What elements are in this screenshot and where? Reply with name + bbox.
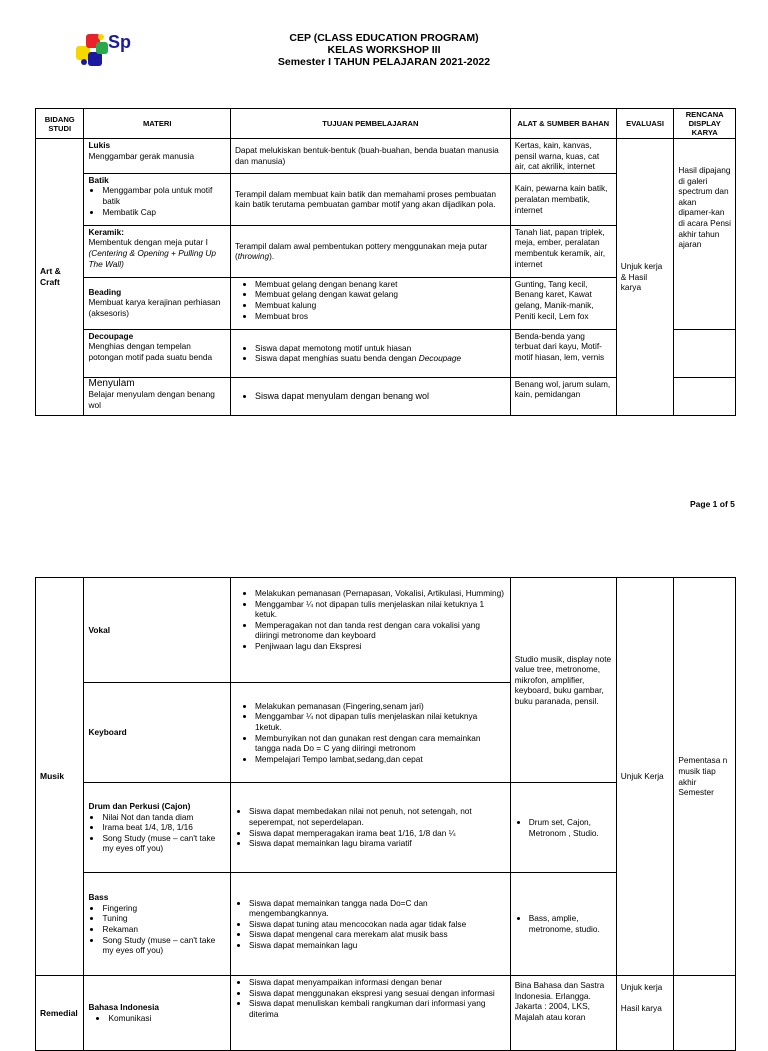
tujuan-keramik	[230, 225, 510, 277]
materi-title: Menyulam	[88, 377, 135, 389]
header-line-3: Semester I TAHUN PELAJARAN 2021-2022	[277, 56, 491, 68]
list-item: • Penjiwaan lagu dan Ekspresi	[255, 641, 506, 652]
table-row-lukis	[36, 139, 736, 174]
list-item: • Melakukan pemanasan (Fingering,senam jari)	[255, 701, 506, 712]
list-item: • Membuat gelang dengan kawat gelang	[255, 289, 506, 300]
document-header	[0, 32, 768, 68]
materi-desc-italic: (Centering & Opening + Pulling Up The Wall)	[88, 247, 217, 269]
list-item: • Mempelajari Tempo lambat,sedang,dan cepat	[255, 754, 506, 765]
list-item: • Siswa dapat menggunakan ekspresi yang sesuai dengan informasi	[249, 988, 506, 999]
tujuan-decoupage	[230, 329, 510, 377]
materi-decoupage	[84, 329, 230, 377]
alat-batik: Kain, pewarna kain batik, peralatan membatik, internet	[510, 173, 616, 225]
materi-desc: Menggambar gerak manusia	[88, 150, 195, 161]
header-line-2: KELAS WORKSHOP III	[327, 44, 441, 56]
col-header-display: RENCANA DISPLAY KARYA	[674, 109, 736, 139]
list-item: • Membuat gelang dengan benang karet	[255, 279, 506, 290]
materi-title: Bass	[88, 892, 109, 903]
materi-title: Keramik:	[88, 226, 124, 237]
list-item: • Komunikasi	[108, 1013, 225, 1024]
materi-title: Beading	[88, 286, 122, 297]
col-header-bidang: BIDANG STUDI	[36, 109, 84, 139]
list-item: • Menggambar pola untuk motif batik	[102, 185, 225, 206]
display-remedial-empty	[674, 976, 736, 1051]
tujuan-list	[235, 588, 506, 652]
tujuan-list	[235, 391, 506, 402]
list-item: • Siswa dapat membedakan nilai not penuh, not setengah, not seperempat, not seperdelapan.	[249, 806, 506, 827]
tujuan-vokal	[230, 578, 510, 683]
list-item: • Irama beat 1/4, 1/8, 1/16	[102, 822, 225, 833]
materi-title: Batik	[88, 174, 109, 185]
list-item: • Melakukan pemanasan (Pernapasan, Vokalisi, Artikulasi, Humming)	[255, 588, 506, 599]
list-item: • Drum set, Cajon, Metronom , Studio.	[529, 817, 612, 838]
display-art: Hasil dipajang di galeri spectrum dan akan dipamer-kan di acara Pensi akhir tahun ajaran	[674, 139, 736, 330]
display-empty-2	[674, 377, 736, 415]
list-item: • Song Study (muse – can't take my eyes off you)	[102, 833, 225, 854]
materi-batik	[84, 173, 230, 225]
tujuan-remedial	[230, 976, 510, 1051]
materi-menyulam	[84, 377, 230, 415]
tujuan-list	[235, 343, 506, 364]
bidang-art-craft: Art & Craft	[36, 139, 84, 416]
tujuan-text: Terampil dalam awal pembentukan pottery menggunakan meja putar (	[234, 240, 488, 262]
materi-list	[88, 903, 225, 956]
tujuan-beading	[230, 277, 510, 329]
list-item: • Membatik Cap	[102, 207, 225, 218]
col-header-alat: ALAT & SUMBER BAHAN	[510, 109, 616, 139]
alat-list	[515, 913, 612, 934]
list-item: • Siswa dapat mengenal cara merekam alat musik bass	[249, 929, 506, 940]
materi-list	[88, 1013, 225, 1024]
evaluasi-line-1: Unjuk kerja	[620, 982, 663, 992]
display-empty-1	[674, 329, 736, 377]
curriculum-table-art	[35, 108, 736, 416]
materi-keramik	[84, 225, 230, 277]
list-item: • Nilai Not dan tanda diam	[102, 812, 225, 823]
materi-title: Decoupage	[88, 330, 134, 341]
col-header-tujuan: TUJUAN PEMBELAJARAN	[230, 109, 510, 139]
alat-drum	[510, 783, 616, 873]
alat-menyulam: Benang wol, jarum sulam, kain, pemidangan	[510, 377, 616, 415]
header-line-1: CEP (CLASS EDUCATION PROGRAM)	[289, 32, 479, 44]
tujuan-italic: throwing	[237, 251, 270, 262]
list-item: • Rekaman	[102, 924, 225, 935]
bidang-remedial: Remedial	[36, 976, 84, 1051]
tujuan-drum	[230, 783, 510, 873]
bidang-musik: Musik	[36, 578, 84, 976]
materi-desc: Belajar menyulam dengan benang wol	[88, 389, 215, 410]
evaluasi-art: Unjuk kerja & Hasil karya	[616, 139, 674, 416]
table-header-row	[36, 109, 736, 139]
alat-bass	[510, 873, 616, 976]
materi-bass	[84, 873, 230, 976]
list-item: • Membunyikan not dan gunakan rest dengan cara memainkan tangga nada Do = C yang diiringi metronom	[255, 733, 506, 754]
materi-drum	[84, 783, 230, 873]
alat-decoupage: Benda-benda yang terbuat dari kayu, Motif-motif hiasan, lem, vernis	[510, 329, 616, 377]
materi-title: Bahasa Indonesia	[88, 1002, 160, 1013]
list-item: • Siswa dapat memainkan lagu birama variatif	[249, 838, 506, 849]
col-header-materi: MATERI	[84, 109, 230, 139]
tujuan-list	[235, 977, 506, 1019]
list-item: • Siswa dapat menuliskan kembali rangkuman dari informasi yang diterima	[249, 998, 506, 1019]
materi-desc: Membentuk dengan meja putar I	[88, 237, 208, 248]
list-item: • Tuning	[102, 913, 225, 924]
col-header-evaluasi: EVALUASI	[616, 109, 674, 139]
list-item	[255, 353, 506, 364]
alat-remedial: Bina Bahasa dan Sastra Indonesia. Erlangga. Jakarta : 2004, LKS, Majalah atau koran	[510, 976, 616, 1051]
tujuan-lukis: Dapat melukiskan bentuk-bentuk (buah-buahan, benda buatan manusia dan manusia)	[230, 139, 510, 174]
tujuan-batik: Terampil dalam membuat kain batik dan memahami proses pembuatan kain batik terutama pembuatan gambar motif yang akan dijadikan pola.	[230, 173, 510, 225]
list-item: • Membuat kalung	[255, 300, 506, 311]
list-item-italic: Decoupage	[418, 353, 462, 364]
tujuan-list	[235, 898, 506, 951]
evaluasi-remedial	[616, 976, 674, 1051]
list-item: • Siswa dapat menyulam dengan benang wol	[255, 391, 506, 402]
alat-musik-shared: Studio musik, display note value tree, metronome, mikrofon, amplifier, keyboard, buku gambar, buku paranada, pensil.	[510, 578, 616, 783]
tujuan-list	[235, 806, 506, 848]
materi-list	[88, 812, 225, 854]
evaluasi-line-2: Hasil karya	[620, 1002, 662, 1013]
tujuan-list	[235, 701, 506, 765]
materi-remedial	[84, 976, 230, 1051]
alat-lukis: Kertas, kain, kanvas, pensil warna, kuas, cat air, cat akrilik, internet	[510, 139, 616, 174]
evaluasi-musik: Unjuk Kerja	[616, 578, 674, 976]
alat-list	[515, 817, 612, 838]
materi-title: Drum dan Perkusi (Cajon)	[88, 801, 191, 812]
display-musik: Pementasa n musik tiap akhir Semester	[674, 578, 736, 976]
materi-lukis	[84, 139, 230, 174]
tujuan-keyboard	[230, 683, 510, 783]
list-item: • Memperagakan not dan tanda rest dengan cara vokalisi yang diiringi metronome dan keyboard	[255, 620, 506, 641]
list-item: • Menggambar ¼ not dipapan tulis menjelaskan nilai ketuknya 1ketuk.	[255, 711, 506, 732]
page-number: Page 1 of 5	[690, 499, 735, 509]
logo-text: Sp	[108, 32, 132, 52]
list-item: • Siswa dapat tuning atau mencocokan nada agar tidak false	[249, 919, 506, 930]
alat-keramik: Tanah liat, papan triplek, meja, ember, peralatan membentuk keramik, air, internet	[510, 225, 616, 277]
materi-list	[88, 185, 225, 217]
list-item: • Siswa dapat memotong motif untuk hiasan	[255, 343, 506, 354]
list-item: • Menggambar ¼ not dipapan tulis menjelaskan nilai ketuknya 1 ketuk.	[255, 599, 506, 620]
materi-desc: Membuat karya kerajinan perhiasan (aksesoris)	[88, 297, 221, 318]
tujuan-list	[235, 279, 506, 321]
materi-keyboard: Keyboard	[84, 683, 230, 783]
materi-vokal: Vokal	[84, 578, 230, 683]
list-item: • Siswa dapat memainkan lagu	[249, 940, 506, 951]
materi-beading	[84, 277, 230, 329]
table-row-remedial	[36, 976, 736, 1051]
curriculum-table-musik	[35, 577, 736, 1051]
list-item: • Siswa dapat menyampaikan informasi dengan benar	[249, 977, 506, 988]
tujuan-menyulam	[230, 377, 510, 415]
tujuan-bass	[230, 873, 510, 976]
alat-beading: Gunting, Tang kecil, Benang karet, Kawat gelang, Manik-manik, Peniti kecil, Lem fox	[510, 277, 616, 329]
list-item: • Siswa dapat memperagakan irama beat 1/16, 1/8 dan ¼	[249, 828, 506, 839]
list-item: • Song Study (muse – can't take my eyes off you)	[102, 935, 225, 956]
list-item: • Bass, amplie, metronome, studio.	[529, 913, 612, 934]
list-item: • Membuat bros	[255, 311, 506, 322]
list-item-text: Siswa dapat menghias suatu benda dengan	[254, 353, 419, 364]
table-row-vokal	[36, 578, 736, 683]
list-item: • Siswa dapat memainkan tangga nada Do=C dan mengembangkannya.	[249, 898, 506, 919]
tujuan-text-end: ).	[269, 251, 275, 262]
materi-title: Lukis	[88, 140, 111, 150]
materi-desc: Menghias dengan tempelan potongan motif pada suatu benda	[88, 341, 213, 362]
list-item: • Fingering	[102, 903, 225, 914]
